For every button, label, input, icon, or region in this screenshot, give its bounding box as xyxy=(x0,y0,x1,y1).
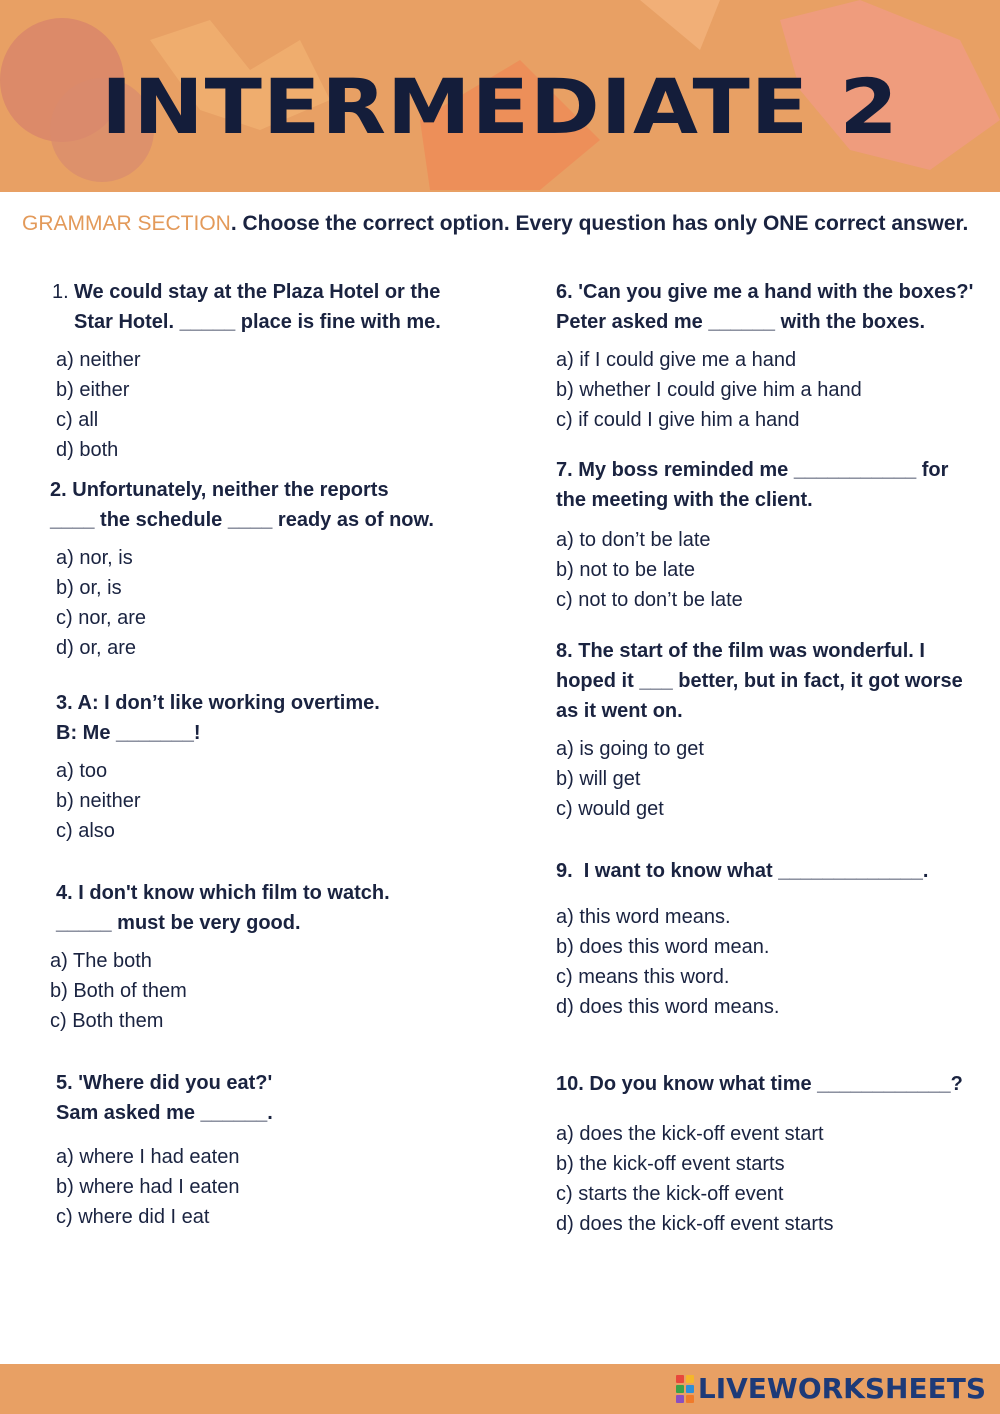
option[interactable]: a) this word means. xyxy=(556,906,731,928)
question-3 xyxy=(56,688,496,846)
options-list xyxy=(50,946,496,1036)
option[interactable]: a) where I had eaten xyxy=(56,1146,240,1168)
question-5 xyxy=(56,1068,496,1232)
options-list xyxy=(556,525,996,615)
question-number: 4. xyxy=(56,882,73,904)
option[interactable]: b) does this word mean. xyxy=(556,936,770,958)
question-line: 'Where did you eat?' xyxy=(78,1072,273,1094)
instructions-text: . Choose the correct option. Every question has only ONE correct answer. xyxy=(230,212,969,235)
option[interactable]: b) neither xyxy=(56,790,141,812)
question-stem xyxy=(556,455,996,515)
question-line: Unfortunately, neither the reports xyxy=(72,479,389,501)
question-stem xyxy=(56,1068,496,1128)
question-number: 9. xyxy=(556,860,573,882)
question-stem xyxy=(556,277,996,337)
header-banner xyxy=(0,0,1000,192)
options-list xyxy=(56,345,492,465)
option[interactable]: b) Both of them xyxy=(50,980,187,1002)
question-number: 5. xyxy=(56,1072,73,1094)
options-list xyxy=(556,902,996,1022)
question-line: ____ the schedule ____ ready as of now. xyxy=(50,509,434,531)
brand-logo[interactable] xyxy=(676,1372,986,1405)
section-label: GRAMMAR SECTION xyxy=(22,212,231,235)
question-1 xyxy=(52,277,492,465)
question-line: Peter asked me ______ with the boxes. xyxy=(556,311,926,333)
question-4 xyxy=(50,878,496,1036)
question-line: Sam asked me ______. xyxy=(56,1102,273,1124)
options-list xyxy=(556,345,996,435)
page-title: INTERMEDIATE 2 xyxy=(101,62,899,152)
brand-name: LIVEWORKSHEETS xyxy=(697,1372,986,1405)
question-line: 'Can you give me a hand with the boxes?' xyxy=(578,281,974,303)
option[interactable]: a) neither xyxy=(56,349,141,371)
question-6 xyxy=(556,277,996,435)
question-stem xyxy=(50,475,490,535)
option[interactable]: c) starts the kick-off event xyxy=(556,1183,784,1205)
option[interactable]: a) is going to get xyxy=(556,738,704,760)
question-line: The start of the film was wonderful. I xyxy=(578,640,925,662)
question-10 xyxy=(556,1069,996,1239)
option[interactable]: d) or, are xyxy=(56,637,137,659)
question-7 xyxy=(556,455,996,615)
question-line: My boss reminded me ___________ for xyxy=(578,459,949,481)
option[interactable]: b) either xyxy=(56,379,130,401)
question-number: 2. xyxy=(50,479,67,501)
option[interactable]: a) too xyxy=(56,760,108,782)
question-stem xyxy=(56,878,496,938)
question-number: 10. xyxy=(556,1073,584,1095)
option[interactable]: c) not to don’t be late xyxy=(556,589,743,611)
option[interactable]: d) both xyxy=(56,439,119,461)
question-number: 8. xyxy=(556,640,573,662)
options-list xyxy=(56,1142,496,1232)
option[interactable]: b) or, is xyxy=(56,577,122,599)
option[interactable]: d) does this word means. xyxy=(556,996,780,1018)
question-line: I want to know what _____________. xyxy=(578,860,929,882)
option[interactable]: a) The both xyxy=(50,950,152,972)
option[interactable]: a) does the kick-off event start xyxy=(556,1123,824,1145)
option[interactable]: a) to don’t be late xyxy=(556,529,711,551)
option[interactable]: d) does the kick-off event starts xyxy=(556,1213,834,1235)
option[interactable]: c) would get xyxy=(556,798,664,820)
question-number: 7. xyxy=(556,459,573,481)
question-number: 3. xyxy=(56,692,73,714)
option[interactable]: a) if I could give me a hand xyxy=(556,349,797,371)
question-line: the meeting with the client. xyxy=(556,489,813,511)
question-8 xyxy=(556,636,996,824)
question-line: as it went on. xyxy=(556,700,683,722)
question-2 xyxy=(50,475,490,663)
option[interactable]: c) nor, are xyxy=(56,607,147,629)
option[interactable]: b) will get xyxy=(556,768,641,790)
question-line: A: I don’t like working overtime. xyxy=(77,692,380,714)
liveworksheets-logo-icon xyxy=(676,1375,694,1403)
footer-bar xyxy=(0,1364,1000,1414)
question-line: hoped it ___ better, but in fact, it got worse xyxy=(556,670,963,692)
question-stem xyxy=(56,688,496,748)
question-line: _____ must be very good. xyxy=(56,912,301,934)
option[interactable]: c) means this word. xyxy=(556,966,730,988)
option[interactable]: c) where did I eat xyxy=(56,1206,210,1228)
question-line: B: Me _______! xyxy=(56,722,201,744)
question-line: Star Hotel. _____ place is fine with me. xyxy=(74,311,441,333)
option[interactable]: c) all xyxy=(56,409,99,431)
question-stem xyxy=(556,1069,996,1099)
options-list xyxy=(556,1119,996,1239)
question-line: Do you know what time ____________? xyxy=(589,1073,963,1095)
option[interactable]: a) nor, is xyxy=(56,547,133,569)
question-number: 6. xyxy=(556,281,573,303)
option[interactable]: b) the kick-off event starts xyxy=(556,1153,785,1175)
option[interactable]: b) whether I could give him a hand xyxy=(556,379,862,401)
question-stem xyxy=(556,636,996,726)
question-line: I don't know which film to watch. xyxy=(78,882,390,904)
instructions xyxy=(22,212,982,236)
option[interactable]: c) Both them xyxy=(50,1010,164,1032)
option[interactable]: c) if could I give him a hand xyxy=(556,409,800,431)
question-stem xyxy=(52,277,492,337)
option[interactable]: b) where had I eaten xyxy=(56,1176,240,1198)
question-line: We could stay at the Plaza Hotel or the xyxy=(74,281,441,303)
options-list xyxy=(56,543,490,663)
option[interactable]: b) not to be late xyxy=(556,559,695,581)
question-stem xyxy=(556,856,996,886)
options-list xyxy=(56,756,496,846)
question-number: 1. xyxy=(52,281,69,303)
question-9 xyxy=(556,856,996,1022)
options-list xyxy=(556,734,996,824)
option[interactable]: c) also xyxy=(56,820,115,842)
